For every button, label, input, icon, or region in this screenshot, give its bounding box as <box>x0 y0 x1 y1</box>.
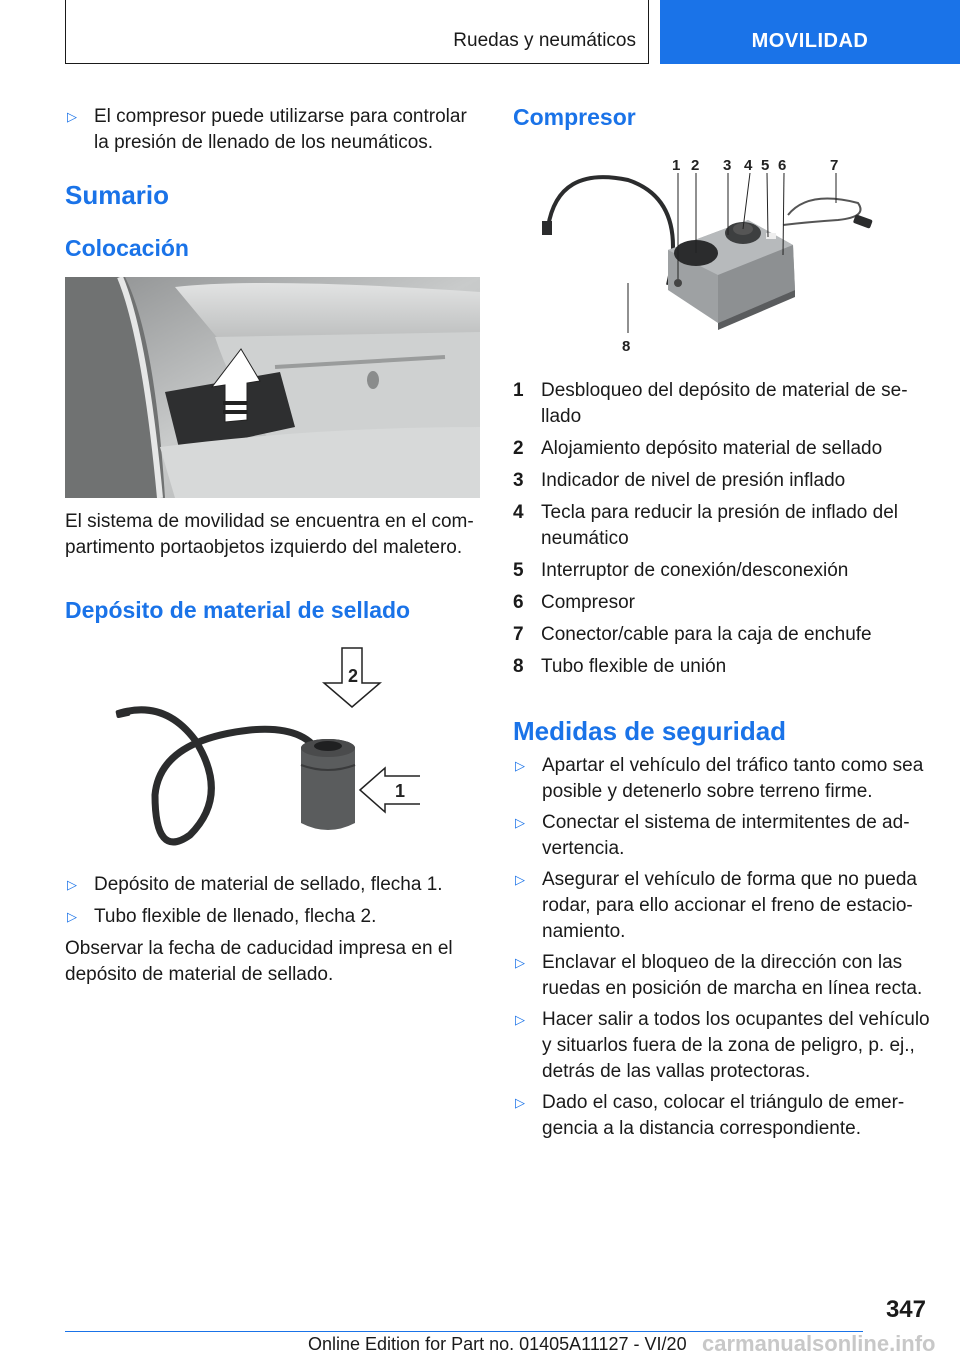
chapter-tab[interactable] <box>660 0 960 64</box>
deposito-bullet-1: ▷ Depósito de material de sellado, flecha 1. <box>65 872 480 898</box>
callout-5: 5 <box>761 157 770 174</box>
seguridad-bullet-3: ▷ Asegurar el vehículo de forma que no pueda rodar, para ello accionar el freno de estacionamiento. <box>515 869 917 942</box>
triangle-right-icon: ▷ <box>515 955 525 970</box>
part-item: 3 Indicador de nivel de presión inflado <box>513 470 846 491</box>
deposito-note: Observar la fecha de caducidad impresa en el depósito de material de sellado. <box>65 938 453 985</box>
heading-colocacion: Colocación <box>65 235 189 261</box>
watermark: carmanualsonline.info <box>702 1331 936 1356</box>
seguridad-bullet-4: ▷ Enclavar el bloqueo de la dirección con las ruedas en posición de marcha en línea recta. <box>515 952 923 999</box>
triangle-right-icon: ▷ <box>515 872 525 887</box>
heading-deposito: Depósito de material de sellado <box>65 597 411 623</box>
part-item: 1 Desbloqueo del depósito de material de sellado <box>513 380 908 427</box>
intro-bullet: ▷ El compresor puede utilizarse para controlar la presión de llenado de los neumáticos. <box>67 106 467 153</box>
callout-7: 7 <box>830 157 839 174</box>
triangle-right-icon: ▷ <box>515 1012 525 1027</box>
page-number: 347 <box>885 1296 926 1323</box>
callout-6: 6 <box>778 157 787 174</box>
trunk-location-photo <box>65 277 480 498</box>
triangle-right-icon: ▷ <box>67 109 77 124</box>
callout-4: 4 <box>744 157 753 174</box>
seguridad-bullet-5: ▷ Hacer salir a todos los ocupantes del vehículo y situarlos fuera de la zona de peligro, p. ej., detrás de las vallas protectoras. <box>515 1009 930 1082</box>
colocacion-text: El sistema de movilidad se encuentra en el compartimento portaobjetos izquierdo del maletero. <box>65 511 474 558</box>
heading-sumario: Sumario <box>65 180 170 210</box>
triangle-right-icon: ▷ <box>515 1095 525 1110</box>
triangle-right-icon: ▷ <box>67 909 77 924</box>
triangle-right-icon: ▷ <box>67 877 77 892</box>
triangle-right-icon: ▷ <box>515 815 525 830</box>
callout-2: 2 <box>691 157 700 174</box>
part-item: 7 Conector/cable para la caja de enchufe <box>513 624 872 645</box>
seguridad-bullet-2: ▷ Conectar el sistema de intermitentes de advertencia. <box>515 812 910 859</box>
deposito-bullet-2: ▷ Tubo flexible de llenado, flecha 2. <box>65 904 480 930</box>
header-box <box>65 0 649 64</box>
part-item: 5 Interruptor de conexión/desconexión <box>513 560 849 581</box>
part-item: 2 Alojamiento depósito material de sellado <box>513 438 883 459</box>
sealant-container-figure <box>110 645 420 855</box>
section-title: Ruedas y neumáticos <box>453 30 636 51</box>
compressor-figure <box>538 155 878 355</box>
part-item: 6 Compresor <box>513 592 635 613</box>
part-item: 8 Tubo flexible de unión <box>513 656 727 677</box>
heading-seguridad: Medidas de seguridad <box>513 716 787 746</box>
callout-8: 8 <box>622 338 631 355</box>
arrow-label-1: 1 <box>395 781 406 801</box>
callout-1: 1 <box>672 157 681 174</box>
arrow-label-2: 2 <box>348 666 359 686</box>
edition-text: Online Edition for Part no. 01405A11127 - VI/20 <box>308 1334 687 1354</box>
callout-3: 3 <box>723 157 732 174</box>
seguridad-bullet-1: ▷ Apartar el vehículo del tráfico tanto como sea posible y detenerlo sobre terreno firme. <box>515 755 924 802</box>
heading-compresor: Compresor <box>513 104 636 130</box>
part-item: 4 Tecla para reducir la presión de inflado del neumático <box>513 502 898 549</box>
triangle-right-icon: ▷ <box>515 758 525 773</box>
chapter-tab-label: MOVILIDAD <box>751 30 869 52</box>
seguridad-bullet-6: ▷ Dado el caso, colocar el triángulo de emergencia a la distancia correspondiente. <box>515 1092 905 1139</box>
